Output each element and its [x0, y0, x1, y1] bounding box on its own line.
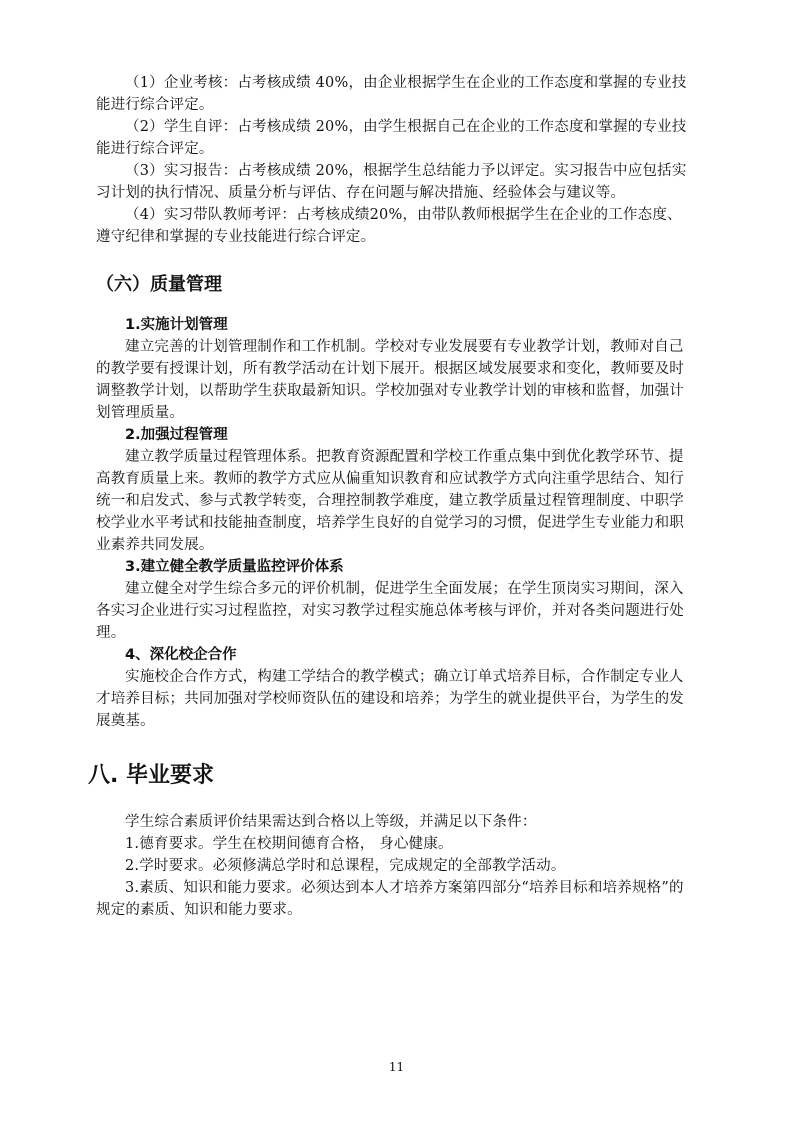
paragraph-plan-management: 建立完善的计划管理制作和工作机制。学校对专业发展要有专业教学计划，教师对自己的教学要有授课计划，所有教学活动在计划下展开。根据区域发展要求和变化，教师要及时调整教学计划，以帮助学生获取最新知识。学校加强对专业教学计划的审核和监督，加强计划管理质量。 — [96, 339, 684, 421]
graduation-item-3: 3.素质、知识和能力要求。必须达到本人才培养方案第四部分“培养目标和培养规格”的规定的素质、知识和能力要求。 — [96, 880, 684, 918]
section-heading-graduation-requirements: 八. 毕业要求 — [88, 763, 215, 788]
assessment-item-2: （2）学生自评：占考核成绩 20%，由学生根据自己在企业的工作态度和掌握的专业技能进行综合评定。 — [96, 119, 687, 157]
graduation-intro: 学生综合素质评价结果需达到合格以上等级，并满足以下条件： — [125, 814, 537, 830]
page-content — [88, 72, 696, 921]
graduation-item-2: 2.学时要求。必须修满总学时和总课程，完成规定的全部教学活动。 — [125, 858, 566, 874]
paragraph-school-enterprise: 实施校企合作方式，构建工学结合的教学模式；确立订单式培养目标，合作制定专业人才培养目标；共同加强对学校师资队伍的建设和培养；为学生的就业提供平台，为学生的发展奠基。 — [96, 669, 684, 729]
section-heading-quality-management: （六）质量管理 — [96, 274, 222, 295]
assessment-item-3: （3）实习报告：占考核成绩 20%，根据学生总结能力予以评定。实习报告中应包括实习计划的执行情况、质量分析与评估、存在问题与解决措施、经验体会与建议等。 — [96, 163, 687, 201]
page-number: 11 — [388, 1060, 405, 1074]
assessment-item-4: （4）实习带队教师考评：占考核成绩20%，由带队教师根据学生在企业的工作态度、遵守纪律和掌握的专业技能进行综合评定。 — [96, 207, 682, 245]
paragraph-process-management: 建立教学质量过程管理体系。把教育资源配置和学校工作重点集中到优化教学环节、提高教育质量上来。教师的教学方式应从偏重知识教育和应试教学方式向注重学思结合、知行统一和启发式、参与式教学转变，合理控制教学难度，建立教学质量过程管理制度、中职学校学业水平考试和技能抽查制度，培养学生良好的自觉学习的习惯，促进学生专业能力和职业素养共同发展。 — [96, 449, 684, 553]
subheading-school-enterprise: 4、深化校企合作 — [125, 647, 237, 663]
graduation-item-1: 1.德育要求。学生在校期间德育合格， 身心健康。 — [125, 836, 453, 852]
subheading-quality-monitoring: 3.建立健全教学质量监控评价体系 — [125, 559, 344, 575]
assessment-item-1: （1）企业考核：占考核成绩 40%，由企业根据学生在企业的工作态度和掌握的专业技能进行综合评定。 — [96, 75, 687, 113]
subheading-plan-management: 1.实施计划管理 — [125, 317, 228, 333]
subheading-process-management: 2.加强过程管理 — [125, 427, 228, 443]
paragraph-quality-monitoring: 建立健全对学生综合多元的评价机制，促进学生全面发展；在学生顶岗实习期间，深入各实习企业进行实习过程监控，对实习教学过程实施总体考核与评价，并对各类问题进行处理。 — [96, 581, 684, 641]
